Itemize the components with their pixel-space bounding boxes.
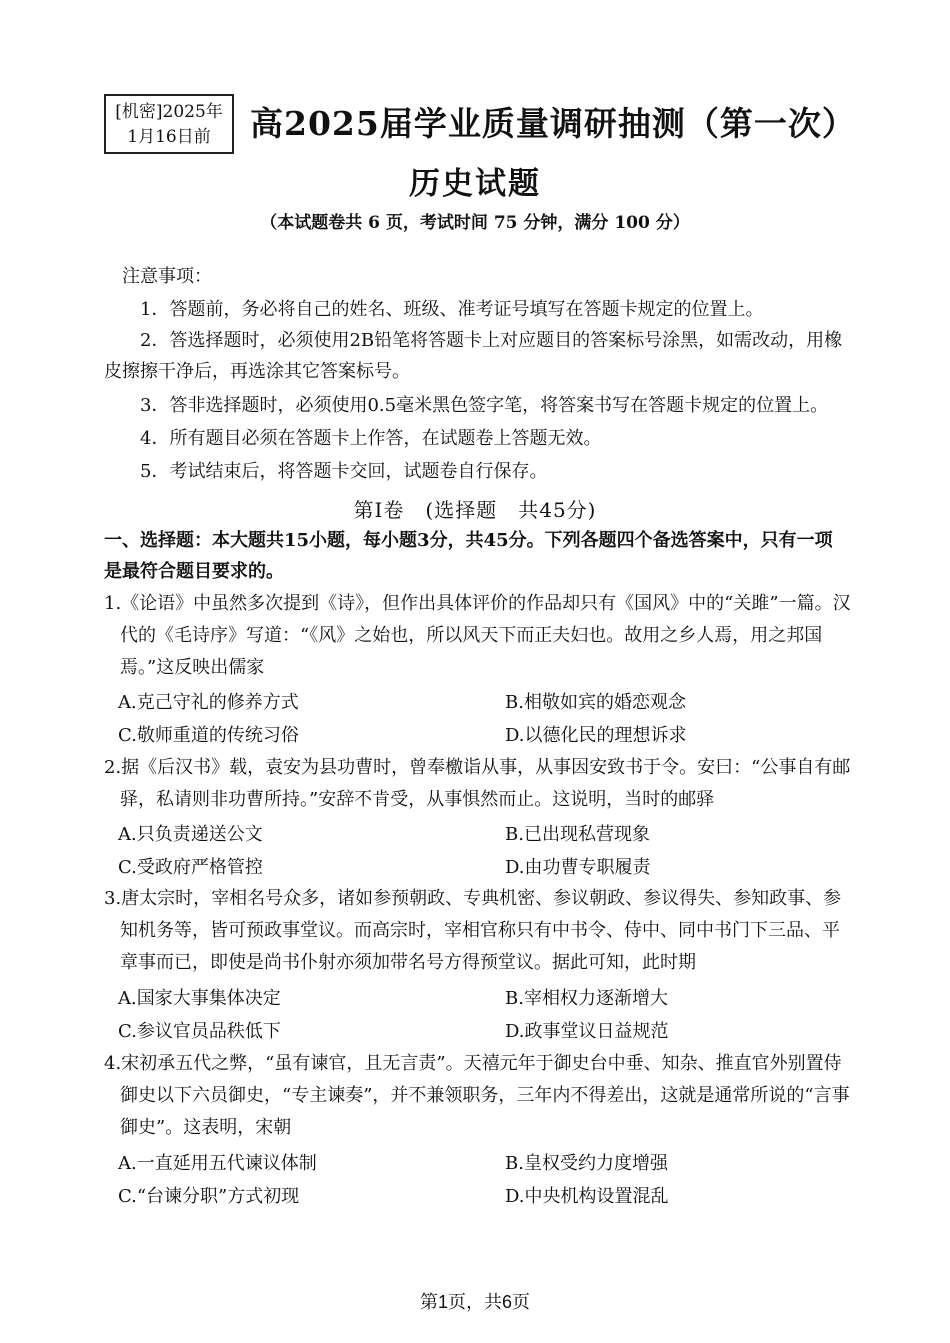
confidential-stamp-box — [104, 94, 234, 154]
subject-title: 历史试题 — [409, 166, 541, 202]
question-4-option-a: A.一直延用五代谏议体制 — [118, 1153, 317, 1174]
question-4-stem: 4.宋初承五代之弊，“虽有谏官，且无言责”。天禧元年于御史台中垂、知杂、推直官外别置侍御史以下六员御史，“专主谏奏”，并不兼领职务，三年内不得差出，这就是通常所说的“言事御史”。这表明，宋朝 — [104, 1053, 850, 1138]
question-1-stem: 1.《论语》中虽然多次提到《诗》，但作出具体评价的作品却只有《国风》中的“关雎”一篇。汉代的《毛诗序》写道：“《风》之始也，所以风天下而正夫妇也。故用之乡人焉，用之邦国焉。”这反映出儒家 — [104, 593, 851, 678]
notice-item-1: 1．答题前，务必将自己的姓名、班级、准考证号填写在答题卡规定的位置上。 — [140, 299, 764, 320]
question-2-option-d: D.由功曹专职履责 — [505, 857, 651, 878]
question-2-stem: 2.据《后汉书》载，袁安为县功曹时，曾奉檄诣从事，从事因安致书于令。安曰：“公事自有邮驿，私请则非功曹所持。”安辞不肯受，从事惧然而止。这说明，当时的邮驿 — [104, 757, 851, 810]
question-1-option-d: D.以德化民的理想诉求 — [505, 725, 687, 746]
part-instructions: 一、选择题：本大题共15小题，每小题3分，共45分。下列各题四个备选答案中，只有一项是最符合题目要求的。 — [104, 530, 833, 582]
confidential-line-1: [机密]2025年 — [115, 102, 223, 122]
question-3-option-d: D.政事堂议日益规范 — [505, 1021, 669, 1042]
question-3-option-a: A.国家大事集体决定 — [118, 988, 281, 1009]
question-2-option-a: A.只负责递送公文 — [118, 824, 263, 845]
notice-item-5: 5．考试结束后，将答题卡交回，试题卷自行保存。 — [140, 461, 548, 482]
question-2-option-c: C.受政府严格管控 — [118, 857, 263, 878]
question-4-option-b: B.皇权受约力度增强 — [505, 1153, 668, 1174]
question-3-option-b: B.宰相权力逐渐增大 — [505, 988, 668, 1009]
section-title: 第Ⅰ卷 (选择题 共45分) — [353, 498, 597, 522]
question-4-option-d: D.中央机构设置混乱 — [505, 1186, 669, 1207]
confidential-line-2: 1月16日前 — [127, 127, 211, 147]
question-1-option-a: A.克己守礼的修养方式 — [118, 692, 299, 713]
question-2-option-b: B.已出现私营现象 — [505, 824, 650, 845]
page-number: 第1页，共6页 — [419, 1292, 531, 1312]
question-1-option-b: B.相敬如宾的婚恋观念 — [505, 692, 686, 713]
question-4-option-c: C.“台谏分职”方式初现 — [118, 1186, 300, 1207]
notice-title: 注意事项： — [122, 266, 212, 287]
notice-item-3: 3．答非选择题时，必须使用0.5毫米黑色签字笔，将答案书写在答题卡规定的位置上。 — [140, 395, 829, 416]
question-3-option-c: C.参议官员品秩低下 — [118, 1021, 281, 1042]
question-3-stem: 3.唐太宗时，宰相名号众多，诸如参预朝政、专典机密、参议朝政、参议得失、参知政事、参知机务等，皆可预政事堂议。而高宗时，宰相官称只有中书令、侍中、同中书门下三品、平章事而已，即使是尚书仆射亦须加带名号方得预堂议。据此可知，此时期 — [104, 888, 842, 973]
exam-info: （本试题卷共 6 页，考试时间 75 分钟，满分 100 分） — [260, 213, 690, 233]
notice-item-2: 2．答选择题时，必须使用2B铅笔将答题卡上对应题目的答案标号涂黑，如需改动，用橡皮擦擦干净后，再选涂其它答案标号。 — [104, 330, 843, 382]
notice-item-4: 4．所有题目必须在答题卡上作答，在试题卷上答题无效。 — [140, 428, 602, 449]
question-1-option-c: C.敬师重道的传统习俗 — [118, 725, 299, 746]
exam-title: 高2025届学业质量调研抽测（第一次） — [250, 104, 856, 143]
